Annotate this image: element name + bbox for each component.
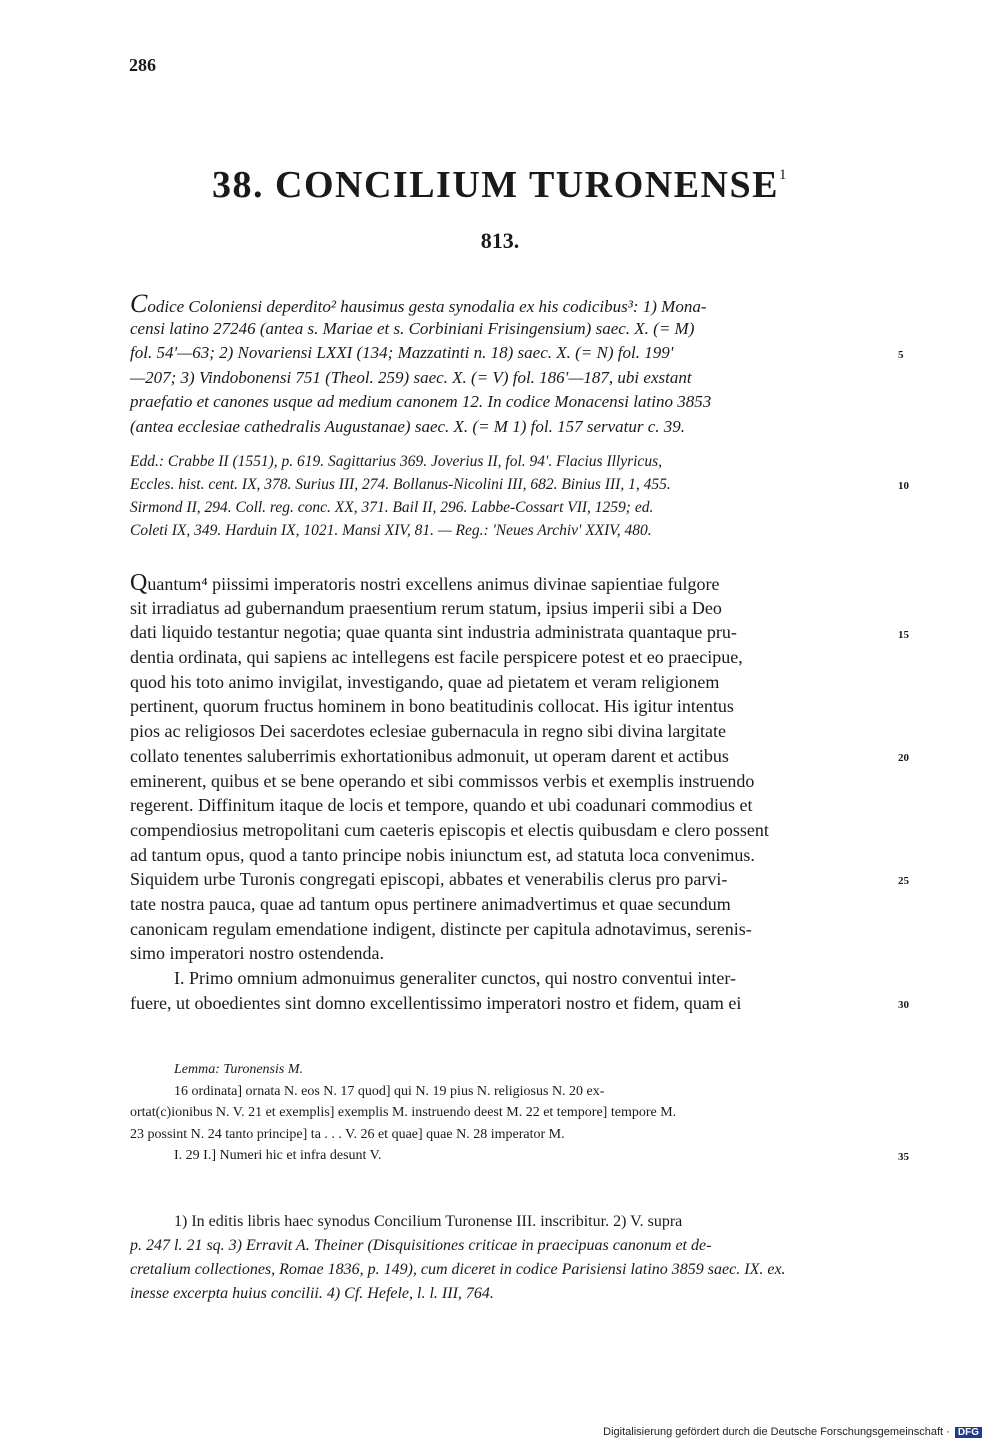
footnotes [130, 1210, 888, 1306]
editions-list [130, 450, 888, 542]
main-text [130, 571, 888, 1015]
main-line: sit irradiatus ad gubernandum praesentium rerum statum, ipsius imperii sibi a Deo [130, 597, 722, 618]
intro-line: —207; 3) Vindobonensi 751 (Theol. 259) saec. X. (= V) fol. 186'—187, ubi exstant [130, 367, 692, 387]
main-line: ad tantum opus, quod a tanto principe nobis iniunctum est, ad statuta loca convenimus. [130, 844, 755, 865]
apparatus-line: 23 possint N. 24 tanto principe] ta . . . V. 26 et quae] quae N. 28 imperator M. [130, 1126, 565, 1142]
intro-line: fol. 54'—63; 2) Novariensi LXXI (134; Mazzatinti n. 18) saec. X. (= N) fol. 199' [130, 343, 674, 362]
line-number: 25 [898, 875, 909, 887]
page-number: 286 [129, 55, 156, 75]
canon-line: I. Primo omnium admonuimus generaliter cunctos, qui nostro conventui inter- [174, 968, 737, 988]
line-number: 15 [898, 629, 909, 641]
line-number: 10 [898, 480, 909, 492]
footnote-line: p. 247 l. 21 sq. 3) Erravit A. Theiner (Disquisitiones criticae in praecipuas canonum et de- [130, 1237, 712, 1254]
main-line: pios ac religiosos Dei sacerdotes eclesiae gubernacula in regno sibi divina largitate [130, 721, 726, 742]
main-line: eminerent, quibus et se bene operando et sibi commissos verbis et exemplis instruendo [130, 770, 755, 791]
main-line: regerent. Diffinitum itaque de locis et tempore, quando et ubi coadunari commodius et [130, 795, 753, 816]
editions-line: Eccles. hist. cent. IX, 378. Surius III, 274. Bollanus-Nicolini III, 682. Binius III, 1, 455. [130, 476, 671, 493]
apparatus-line: Lemma: Turonensis M. [174, 1062, 303, 1077]
footnote-line: cretalium collectiones, Romae 1836, p. 149), cum diceret in codice Parisiensi latino 3859 saec. IX. ex. [130, 1261, 786, 1278]
main-line: quod his toto animo invigilat, investigando, quae ad pietatem et veram religionem [130, 671, 720, 692]
line-number: 5 [898, 349, 904, 361]
dfg-logo: DFG [955, 1427, 982, 1438]
canon-line: fuere, ut oboedientes sint domno excellentissimo imperatori nostro et fidem, quam ei [130, 992, 742, 1013]
apparatus-line: 16 ordinata] ornata N. eos N. 17 quod] qui N. 19 pius N. religiosus N. 20 ex- [174, 1083, 605, 1099]
digitization-credit: Digitalisierung gefördert durch die Deutsche Forschungsgemeinschaft · DFG [603, 1426, 982, 1438]
intro-line [130, 289, 888, 318]
main-line-text: uantum⁴ piissimi imperatoris nostri excellens animus divinae sapientiae fulgore [147, 574, 720, 594]
page-title [0, 163, 1000, 207]
intro-initial: C [130, 289, 148, 318]
apparatus-line: I. 29 I.] Numeri hic et infra desunt V. [174, 1148, 382, 1163]
main-line: dentia ordinata, qui sapiens ac intellegens est facile perspicere potest et eo praecipue, [130, 647, 743, 668]
intro-line-text: odice Coloniensi deperdito² hausimus gesta synodalia ex his codicibus³: 1) Mona- [147, 297, 707, 316]
main-line: compendiosius metropolitani cum caeteris episcopis et electis quibusdam e clero possent [130, 819, 769, 840]
intro-line: praefatio et canones usque ad medium canonem 12. In codice Monacensi latino 3853 [130, 392, 712, 411]
main-line: dati liquido testantur negotia; quae quanta sint industria administrata quantaque pru- [130, 622, 737, 643]
critical-apparatus [130, 1059, 888, 1167]
editions-line: Edd.: Crabbe II (1551), p. 619. Sagittarius 369. Joverius II, fol. 94'. Flacius Illyricus, [130, 453, 662, 470]
apparatus-line: ortat(c)ionibus N. V. 21 et exemplis] exemplis M. instruendo deest M. 22 et tempore] tempore M. [130, 1105, 677, 1120]
main-line: collato tenentes saluberrimis exhortationibus admonuit, ut operam darent et actibus [130, 745, 729, 766]
main-line: tate nostra pauca, quae ad tantum opus pertinere animadvertimus et quae secundum [130, 893, 731, 914]
editions-line: Sirmond II, 294. Coll. reg. conc. XX, 371. Bail II, 296. Labbe-Cossart VII, 1259; ed. [130, 499, 654, 516]
intro-line: (antea ecclesiae cathedralis Augustanae) saec. X. (= M 1) fol. 157 servatur c. 39. [130, 416, 686, 436]
line-number: 30 [898, 999, 909, 1011]
digitization-note: Digitalisierung gefördert durch die Deutsche Forschungsgemeinschaft [603, 1426, 944, 1438]
main-line [130, 571, 888, 596]
intro-line: censi latino 27246 (antea s. Mariae et s. Corbiniani Frisingensium) saec. X. (= M) [130, 318, 695, 338]
title-footnote-mark: 1 [778, 167, 788, 183]
council-year: 813. [480, 228, 520, 253]
main-line: canonicam regulam emendatione indigent, distincte per capitula adnotavimus, serenis- [130, 918, 752, 939]
title-text: 38. CONCILIUM TURONENSE [212, 164, 779, 206]
main-line: simo imperatori nostro ostendenda. [130, 943, 384, 964]
line-number: 35 [898, 1151, 909, 1163]
main-line: Siquidem urbe Turonis congregati episcopi, abbates et venerabilis clerus pro parvi- [130, 869, 728, 890]
footnote-line: 1) In editis libris haec synodus Concilium Turonense III. inscribitur. 2) V. supra [174, 1213, 683, 1230]
line-number: 20 [898, 752, 909, 764]
intro-paragraph [130, 289, 888, 439]
editions-line: Coleti IX, 349. Harduin IX, 1021. Mansi XIV, 81. — Reg.: 'Neues Archiv' XXIV, 480. [130, 522, 652, 539]
main-line: pertinent, quorum fructus hominem in bono beatitudinis collocat. His igitur intentus [130, 696, 734, 717]
main-initial: Q [130, 570, 148, 596]
footnote-line: inesse excerpta huius concilii. 4) Cf. Hefele, l. l. III, 764. [130, 1285, 494, 1302]
